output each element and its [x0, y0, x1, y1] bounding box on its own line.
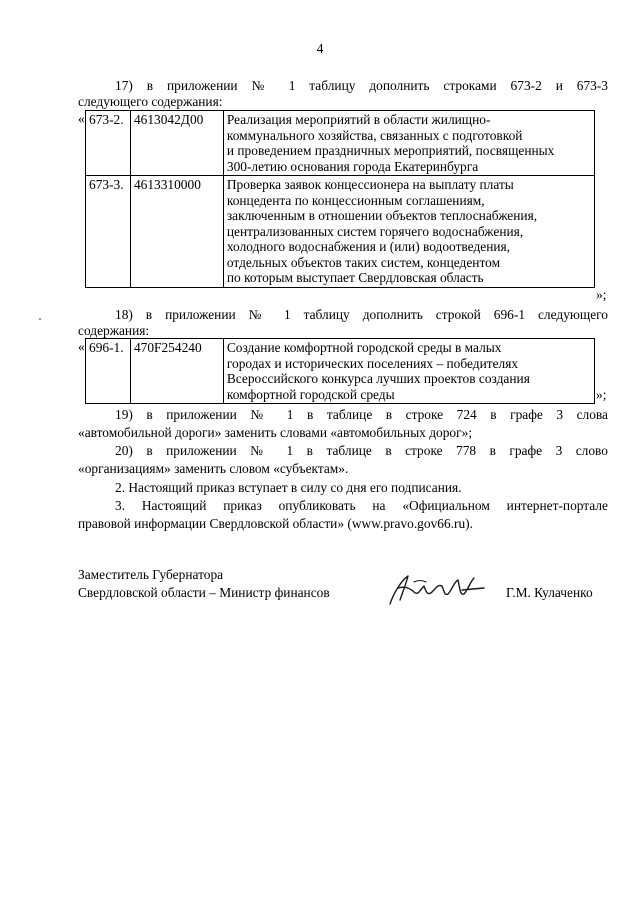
description-line: Всероссийского конкурса лучших проектов создания [226, 371, 530, 386]
description-line: 300-летию основания города Екатеринбурга [226, 158, 479, 174]
row-description-cell [223, 111, 594, 176]
table-row [86, 339, 595, 404]
row-description-cell [223, 176, 594, 288]
description-line: городах и исторических поселениях – победителях [226, 355, 519, 371]
description-line: и проведением праздничных мероприятий, посвященных [226, 143, 555, 158]
row-number-cell: 673-2. [86, 111, 131, 176]
table2-close-quote: »; [596, 387, 607, 402]
item-20-line2: «организациям» заменить словом «субъектам». [78, 461, 349, 476]
item-19-line1: 19) в приложении № 1 в таблице в строке 724 в графе 3 слова [115, 407, 608, 422]
item-19-line2: «автомобильной дороги» заменить словами «автомобильных дорог»; [78, 425, 473, 440]
table1-close-quote: »; [596, 287, 607, 302]
row-code-cell: 4613310000 [130, 176, 223, 288]
description-line: комфортной городской среды [226, 386, 395, 402]
description-line: централизованных систем горячего водоснабжения, [226, 223, 524, 239]
row-description-cell [223, 339, 594, 404]
point-3-line2: правовой информации Свердловской области» (www.pravo.gov66.ru). [78, 516, 473, 531]
description-line: концедента по концессионным соглашениям, [226, 192, 485, 208]
description-line: по которым выступает Свердловская область [226, 270, 484, 285]
description-line: заключенным в отношении объектов теплоснабжения, [226, 208, 538, 223]
item-20-line1: 20) в приложении № 1 в таблице в строке 778 в графе 3 слово [115, 443, 608, 458]
row-code-cell: 4613042Д00 [130, 111, 223, 176]
description-line: холодного водоснабжения и (или) водоотведения, [226, 239, 511, 254]
row-code-cell: 470F254240 [130, 339, 223, 404]
item-17-line1: 17) в приложении № 1 таблицу дополнить строками 673-2 и 673-3 [115, 78, 608, 93]
table-2 [85, 338, 595, 404]
signatory-position-line1: Заместитель Губернатора [78, 567, 224, 582]
signatory-name: Г.М. Кулаченко [506, 585, 593, 600]
table-row [86, 111, 595, 176]
table2-open-quote: « [78, 339, 85, 354]
row-number-cell: 673-3. [86, 176, 131, 288]
table1-open-quote: « [78, 111, 85, 126]
signatory-position-line2: Свердловской области – Министр финансов [78, 585, 330, 600]
page-number: 4 [316, 42, 324, 57]
description-line: Создание комфортной городской среды в малых [226, 340, 502, 355]
description-line: Проверка заявок концессионера на выплату платы [226, 177, 514, 192]
table-row [86, 176, 595, 288]
handwritten-signature [384, 570, 494, 610]
point-2: 2. Настоящий приказ вступает в силу со дня его подписания. [115, 480, 462, 495]
table-1 [85, 110, 595, 288]
point-3-line1: 3. Настоящий приказ опубликовать на «Официальном интернет-портале [115, 498, 608, 513]
description-line: Реализация мероприятий в области жилищно- [226, 112, 491, 127]
item-18-line2: содержания: [78, 323, 150, 338]
item-17-line2: следующего содержания: [78, 94, 223, 109]
margin-mark [39, 318, 41, 320]
row-number-cell: 696-1. [86, 339, 131, 404]
description-line: коммунального хозяйства, связанных с подготовкой [226, 127, 523, 143]
item-18-line1: 18) в приложении № 1 таблицу дополнить строкой 696-1 следующего [115, 307, 608, 322]
description-line: отдельных объектов таких систем, концедентом [226, 254, 501, 270]
